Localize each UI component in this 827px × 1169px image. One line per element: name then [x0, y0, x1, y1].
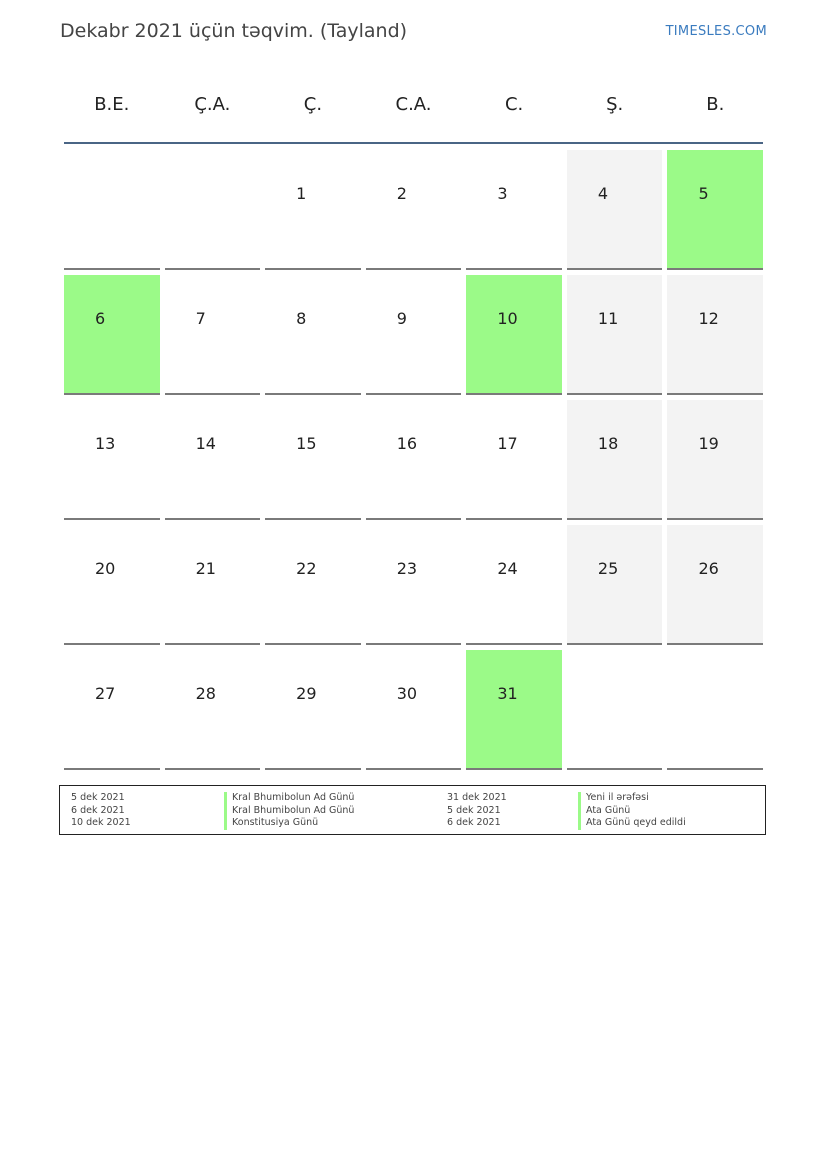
- day-number: 7: [195, 309, 206, 328]
- day-number: 29: [296, 684, 317, 703]
- day-cell[interactable]: [165, 400, 261, 520]
- week-row: [64, 650, 763, 770]
- day-number: 31: [497, 684, 518, 703]
- day-cell[interactable]: [567, 275, 663, 395]
- weekday-header: Ş.: [606, 94, 624, 115]
- holiday-day-cell[interactable]: [667, 150, 763, 270]
- legend-holiday-name: Yeni il ərəfəsi: [578, 792, 686, 805]
- legend-date: 6 dek 2021: [447, 817, 501, 828]
- day-number: 5: [698, 184, 709, 203]
- day-cell[interactable]: [165, 525, 261, 645]
- day-cell[interactable]: [165, 275, 261, 395]
- day-number: 10: [497, 309, 518, 328]
- day-cell[interactable]: [64, 650, 160, 770]
- weekday-header: C.: [504, 94, 524, 115]
- weeks-container: [64, 150, 763, 770]
- day-cell[interactable]: [567, 150, 663, 270]
- day-number: 23: [396, 559, 418, 578]
- day-number: 12: [698, 309, 719, 328]
- legend-names-right: [578, 792, 686, 830]
- day-cell[interactable]: [265, 650, 361, 770]
- legend-holiday-name: Ata Günü: [578, 805, 686, 818]
- day-number: 9: [396, 309, 407, 328]
- day-number: 13: [95, 434, 116, 453]
- day-cell[interactable]: [567, 525, 663, 645]
- day-cell[interactable]: [667, 275, 763, 395]
- day-number: 6: [95, 309, 106, 328]
- empty-day-cell: [165, 150, 261, 270]
- day-number: 17: [497, 434, 518, 453]
- day-cell[interactable]: [366, 400, 462, 520]
- legend-date: 10 dek 2021: [71, 817, 131, 828]
- week-row: [64, 275, 763, 395]
- day-cell[interactable]: [466, 400, 562, 520]
- empty-day-cell: [64, 150, 160, 270]
- day-number: 30: [396, 684, 418, 703]
- day-number: 25: [597, 559, 619, 578]
- day-number: 19: [698, 434, 719, 453]
- day-number: 28: [195, 684, 216, 703]
- weekday-header: Ç.: [303, 94, 323, 115]
- legend-date: 5 dek 2021: [71, 792, 125, 803]
- day-cell[interactable]: [567, 400, 663, 520]
- week-row: [64, 525, 763, 645]
- legend-holiday-name: Kral Bhumibolun Ad Günü: [224, 805, 354, 818]
- day-number: 3: [497, 184, 508, 203]
- day-cell[interactable]: [366, 275, 462, 395]
- day-number: 20: [95, 559, 116, 578]
- day-cell[interactable]: [366, 525, 462, 645]
- day-cell[interactable]: [366, 150, 462, 270]
- day-cell[interactable]: [64, 400, 160, 520]
- weekday-header: B.E.: [94, 94, 130, 115]
- legend-holiday-name: Kral Bhumibolun Ad Günü: [224, 792, 354, 805]
- day-number: 11: [597, 309, 619, 328]
- day-number: 15: [296, 434, 317, 453]
- legend-holiday-name: Konstitusiya Günü: [224, 817, 354, 830]
- weekday-header-row: [64, 78, 763, 144]
- day-cell[interactable]: [667, 400, 763, 520]
- weekday-header: B.: [706, 94, 725, 115]
- weekday-header: Ç.A.: [194, 94, 231, 115]
- brand-link[interactable]: TIMESLES.COM: [665, 24, 767, 39]
- day-number: 27: [95, 684, 116, 703]
- legend-date: 6 dek 2021: [71, 804, 125, 816]
- day-number: 22: [296, 559, 317, 578]
- day-number: 1: [296, 184, 307, 203]
- calendar-grid: [64, 78, 763, 775]
- day-cell[interactable]: [265, 275, 361, 395]
- day-number: 24: [497, 559, 518, 578]
- day-number: 21: [195, 559, 216, 578]
- day-cell[interactable]: [265, 400, 361, 520]
- day-number: 16: [396, 434, 418, 453]
- legend-date: 31 dek 2021: [447, 792, 507, 803]
- day-number: 8: [296, 309, 307, 328]
- day-number: 14: [195, 434, 216, 453]
- day-cell[interactable]: [265, 525, 361, 645]
- day-cell[interactable]: [64, 525, 160, 645]
- empty-day-cell: [667, 650, 763, 770]
- holiday-legend: [59, 785, 766, 835]
- day-cell[interactable]: [265, 150, 361, 270]
- legend-holiday-name: Ata Günü qeyd edildi: [578, 817, 686, 830]
- day-number: 2: [396, 184, 407, 203]
- day-cell[interactable]: [165, 650, 261, 770]
- holiday-day-cell[interactable]: [466, 275, 562, 395]
- empty-day-cell: [567, 650, 663, 770]
- day-cell[interactable]: [466, 525, 562, 645]
- day-number: 18: [597, 434, 619, 453]
- holiday-day-cell[interactable]: [466, 650, 562, 770]
- legend-names-left: [224, 792, 354, 830]
- legend-date: 5 dek 2021: [447, 804, 501, 816]
- legend-dates-left: [71, 792, 131, 830]
- legend-dates-right: [447, 792, 507, 830]
- week-row: [64, 150, 763, 270]
- day-number: 4: [597, 184, 609, 203]
- day-cell[interactable]: [466, 150, 562, 270]
- page-title: Dekabr 2021 üçün təqvim. (Tayland): [60, 20, 408, 42]
- day-cell[interactable]: [667, 525, 763, 645]
- day-cell[interactable]: [366, 650, 462, 770]
- holiday-day-cell[interactable]: [64, 275, 160, 395]
- week-row: [64, 400, 763, 520]
- day-number: 26: [698, 559, 719, 578]
- weekday-header: C.A.: [395, 94, 432, 115]
